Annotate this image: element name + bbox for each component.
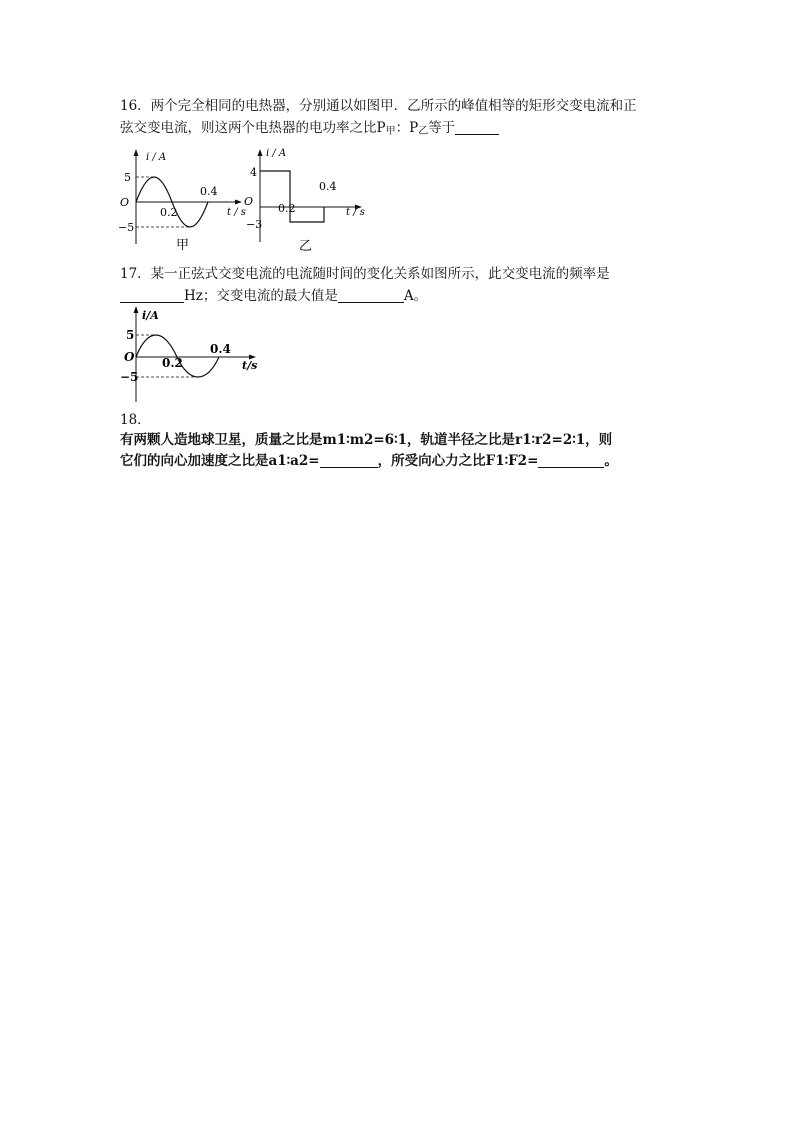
q16-line1: 16．两个完全相同的电热器，分别通以如图甲．乙所示的峰值相等的矩形交变电流和正 (120, 98, 637, 114)
q18-force-blank[interactable] (538, 453, 604, 468)
q16-sub-jia: 甲 (385, 126, 396, 137)
q18-line2-a: 它们的向心加速度之比是a1∶a2= (120, 453, 320, 469)
q17-line2-b: A。 (403, 288, 428, 304)
q18-acceleration-blank[interactable] (320, 453, 378, 468)
y-axis-label: i/A (142, 309, 159, 322)
q16-line2-suffix: 等于 (428, 120, 456, 136)
q17-max-blank[interactable] (338, 288, 404, 303)
y-axis-label: i / A (146, 152, 167, 163)
tick-4: 4 (250, 166, 257, 179)
q16-sub-yi: 乙 (418, 126, 429, 137)
tick-0.4: 0.4 (200, 185, 218, 198)
y-axis-arrow (258, 149, 263, 156)
tick-minus5: −5 (120, 370, 139, 384)
q17-line2-a: Hz；交变电流的最大值是 (184, 288, 338, 304)
q16-line2-prefix: 弦交变电流，则这两个电热器的电功率之比P (120, 120, 386, 136)
q17-line1: 17．某一正弦式交变电流的电流随时间的变化关系如图所示，此交变电流的频率是 (120, 266, 610, 282)
y-axis-arrow (134, 306, 139, 313)
tick-0.2: 0.2 (160, 206, 178, 219)
q16-answer-blank[interactable] (455, 120, 499, 135)
y-axis-label: i / A (266, 148, 287, 159)
x-axis-label: t / s (227, 207, 246, 218)
y-axis-arrow (134, 149, 139, 156)
q17-line2 (120, 286, 427, 306)
q16-figure-jia (118, 146, 248, 256)
x-axis-label: t / s (346, 207, 365, 218)
q18-line2-b: ，所受向心力之比F1∶F2= (377, 453, 539, 469)
caption-jia: 甲 (176, 238, 190, 253)
x-axis-label: t/s (242, 359, 258, 372)
caption-yi: 乙 (299, 239, 313, 254)
origin-label: O (244, 195, 254, 208)
q17-figure (116, 304, 276, 408)
q18-line2-c: 。 (604, 453, 618, 469)
q18-number: 18． (120, 412, 151, 428)
tick-5: 5 (126, 328, 135, 342)
tick-minus5: −5 (118, 221, 135, 234)
q18-line2 (120, 451, 618, 471)
tick-0.4: 0.4 (210, 342, 231, 356)
origin-label: O (124, 350, 135, 364)
q16-figure-yi (244, 146, 374, 256)
tick-minus3: −3 (246, 218, 263, 231)
q16-line2 (120, 118, 499, 142)
tick-0.2: 0.2 (162, 356, 183, 370)
q17-frequency-blank[interactable] (120, 288, 184, 303)
tick-5: 5 (124, 171, 131, 184)
origin-label: O (120, 196, 130, 209)
q18-line1: 有两颗人造地球卫星，质量之比是m1∶m2=6∶1，轨道半径之比是r1∶r2=2∶1，则 (120, 432, 613, 448)
x-axis-arrow (235, 200, 242, 205)
q16-colon: ：P (395, 120, 419, 136)
tick-0.4: 0.4 (319, 180, 337, 193)
tick-0.2: 0.2 (278, 202, 296, 215)
